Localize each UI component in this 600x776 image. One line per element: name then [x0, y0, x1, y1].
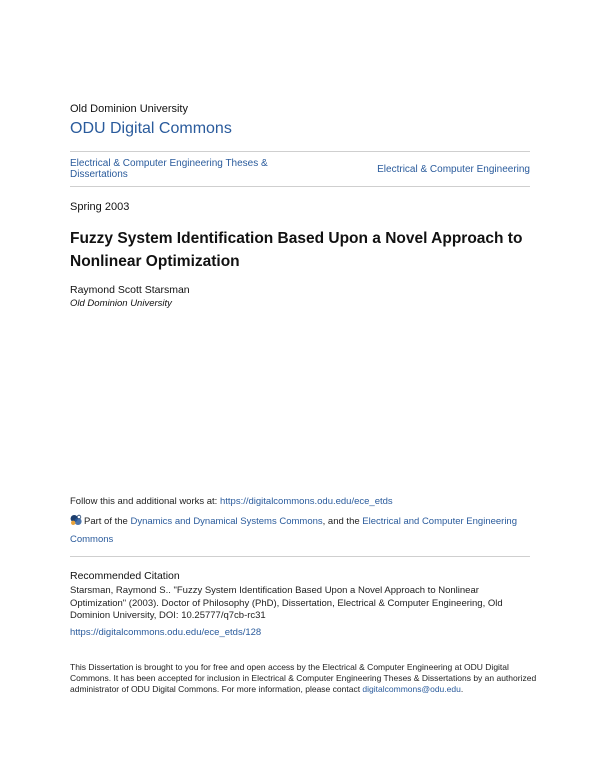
- access-notice: [70, 662, 540, 695]
- follow-prefix: Follow this and additional works at:: [70, 496, 220, 507]
- follow-url-link[interactable]: https://digitalcommons.odu.edu/ece_etds: [219, 496, 393, 507]
- bepress-network-icon: [70, 514, 82, 526]
- part-of-line: [70, 513, 540, 549]
- publication-date: Spring 2003: [70, 201, 130, 213]
- institution-name: Old Dominion University: [70, 103, 188, 115]
- author-name: Raymond Scott Starsman: [70, 284, 190, 296]
- contact-email-link[interactable]: digitalcommons@odu.edu: [362, 684, 461, 694]
- follow-line: [70, 496, 393, 507]
- citation-body: Starsman, Raymond S.. "Fuzzy System Identification Based Upon a Novel Approach to Nonlinear Optimization" (2003). Doctor of Philosophy (PhD), Dissertation, Electrical & Computer Engineering, Old Dominion University, DOI: 10.25777/q7cb-rc31: [70, 585, 503, 621]
- site-name-link[interactable]: ODU Digital Commons: [70, 120, 232, 137]
- document-title: Fuzzy System Identification Based Upon a Novel Approach to Nonlinear Optimization: [70, 230, 523, 270]
- divider-collections: [70, 186, 530, 187]
- notice-end: .: [460, 684, 464, 694]
- part-of-middle: , and the: [322, 516, 363, 527]
- dynamics-commons-link[interactable]: Dynamics and Dynamical Systems Commons: [130, 516, 323, 527]
- part-of-prefix: Part of the: [84, 516, 131, 527]
- ece-commons-link[interactable]: Electrical and Computer Engineering Commons: [70, 516, 518, 545]
- citation-url-link[interactable]: https://digitalcommons.odu.edu/ece_etds/128: [70, 627, 262, 638]
- divider-citation: [70, 556, 530, 557]
- divider-top: [70, 151, 530, 152]
- author-affiliation: Old Dominion University: [70, 298, 172, 309]
- citation-heading: Recommended Citation: [70, 570, 180, 582]
- notice-text: This Dissertation is brought to you for free and open access by the Electrical & Computer Engineering at ODU Digital Commons. It has been accepted for inclusion in Electrical & Computer Engineering Theses & Dissertations by an authorized administrator of ODU Digital Commons. For more information, please contact: [70, 662, 537, 694]
- collection-link-theses[interactable]: Electrical & Computer Engineering Theses & Dissertations: [70, 158, 268, 180]
- collection-link-department[interactable]: Electrical & Computer Engineering: [377, 164, 530, 175]
